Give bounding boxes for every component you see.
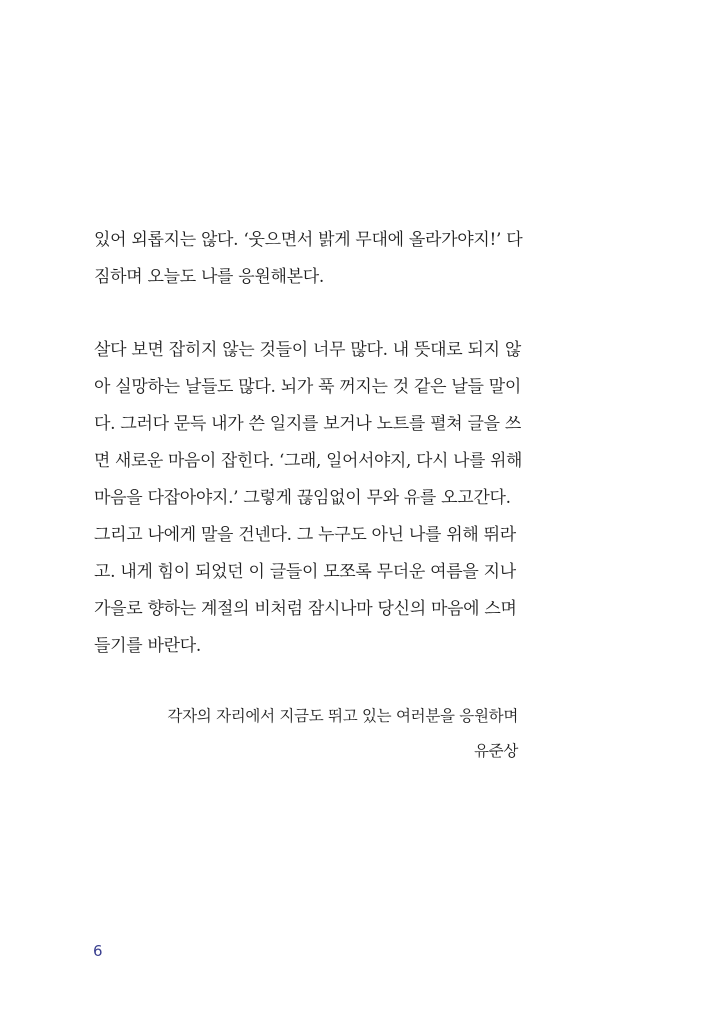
- text-line: 살다 보면 잡히지 않는 것들이 너무 많다. 내 뜻대로 되지 않: [94, 340, 521, 360]
- text-line: 다. 그러다 문득 내가 쓴 일지를 보거나 노트를 펼쳐 글을 쓰: [94, 414, 521, 434]
- page-number: 6: [93, 942, 103, 960]
- text-line: 고. 내게 힘이 되었던 이 글들이 모쪼록 무더운 여름을 지나: [94, 562, 516, 582]
- text-line: 들기를 바란다.: [94, 636, 201, 656]
- text-line: 아 실망하는 날들도 많다. 뇌가 푹 꺼지는 것 같은 날들 말이: [94, 377, 521, 397]
- text-line: 마음을 다잡아야지.’ 그렇게 끊임없이 무와 유를 오고간다.: [94, 488, 511, 508]
- text-line: 가을로 향하는 계절의 비처럼 잠시나마 당신의 마음에 스며: [94, 599, 517, 619]
- text-line: 그리고 나에게 말을 건넨다. 그 누구도 아닌 나를 위해 뛰라: [94, 525, 516, 545]
- text-line: 있어 외롭지는 않다. ‘웃으면서 밝게 무대에 올라가야지!’ 다: [94, 230, 523, 250]
- text-line: 짐하며 오늘도 나를 응원해본다.: [94, 267, 325, 287]
- author-name: 유준상: [473, 742, 518, 760]
- text-line: 면 새로운 마음이 잡힌다. ‘그래, 일어서야지, 다시 나를 위해: [94, 451, 523, 471]
- dedication-line: 각자의 자리에서 지금도 뛰고 있는 여러분을 응원하며: [167, 707, 518, 725]
